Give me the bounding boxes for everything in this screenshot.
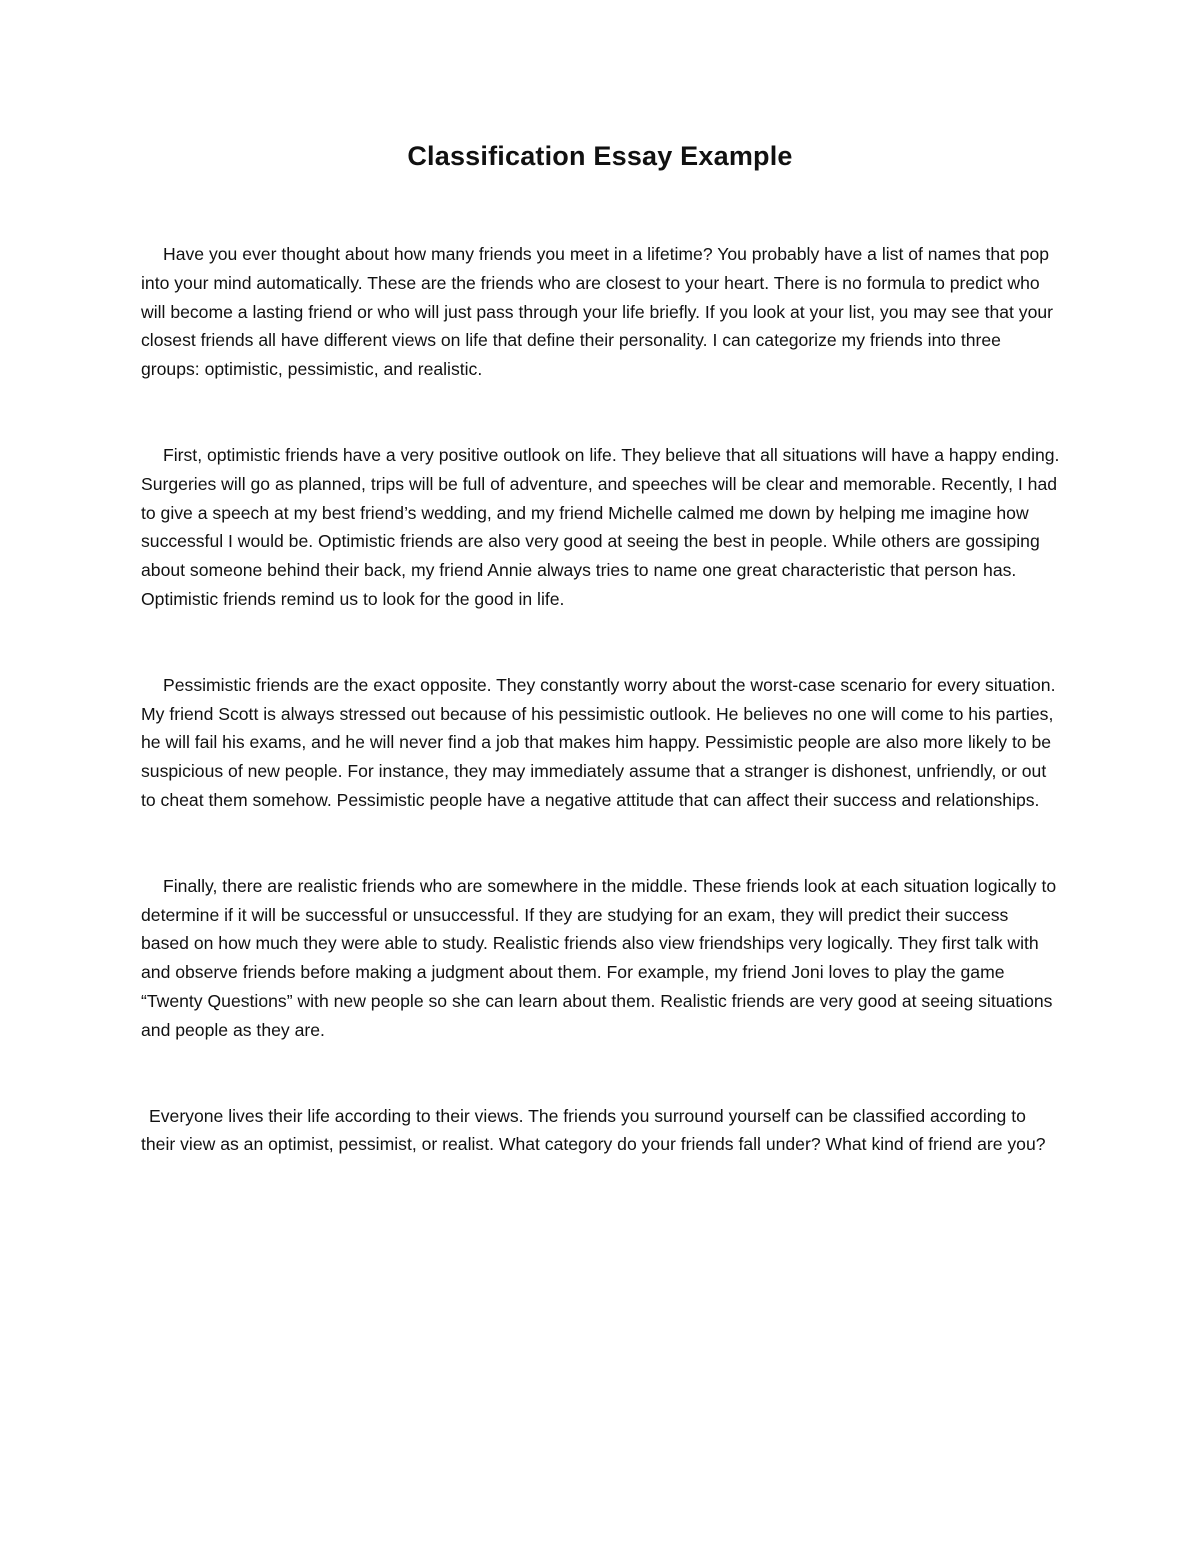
paragraph-conclusion: Everyone lives their life according to their views. The friends you surround yourself can be classified according to their view as an optimist, pessimist, or realist. What category do your friends fall under? What kind of friend are you? [141, 1105, 1046, 1155]
paragraph-realistic: Finally, there are realistic friends who are somewhere in the middle. These friends look at each situation logically to determine if it will be successful or unsuccessful. If they are studying for an exam, they will predict their success based on how much they were able to study. Realistic friends also view friendships very logically. They first talk with and observe friends before making a judgment about them. For example, my friend Joni loves to play the game “Twenty Questions” with new people so she can learn about them. Realistic friends are very good at seeing situations and people as they are. [141, 875, 1057, 1040]
paragraph-introduction: Have you ever thought about how many friends you meet in a lifetime? You probably have a list of names that pop into your mind automatically. These are the friends who are closest to your heart. There is no formula to predict who will become a lasting friend or who will just pass through your life briefly. If you look at your list, you may see that your closest friends all have different views on life that define their personality. I can categorize my friends into three groups: optimistic, pessimistic, and realistic. [141, 244, 1054, 380]
essay-body [141, 240, 1061, 1159]
paragraph-optimistic: First, optimistic friends have a very positive outlook on life. They believe that all situations will have a happy ending. Surgeries will go as planned, trips will be full of adventure, and speeches will be clear and memorable. Recently, I had to give a speech at my best friend’s wedding, and my friend Michelle calmed me down by helping me imagine how successful I would be. Optimistic friends are also very good at seeing the best in people. While others are gossiping about someone behind their back, my friend Annie always tries to name one great characteristic that person has. Optimistic friends remind us to look for the good in life. [141, 444, 1060, 609]
paragraph-pessimistic: Pessimistic friends are the exact opposite. They constantly worry about the worst-case scenario for every situation. My friend Scott is always stressed out because of his pessimistic outlook. He believes no one will come to his parties, he will fail his exams, and he will never find a job that makes him happy. Pessimistic people are also more likely to be suspicious of new people. For instance, they may immediately assume that a stranger is dishonest, unfriendly, or out to cheat them somehow. Pessimistic people have a negative attitude that can affect their success and relationships. [141, 674, 1056, 810]
document-title: Classification Essay Example [407, 141, 793, 171]
